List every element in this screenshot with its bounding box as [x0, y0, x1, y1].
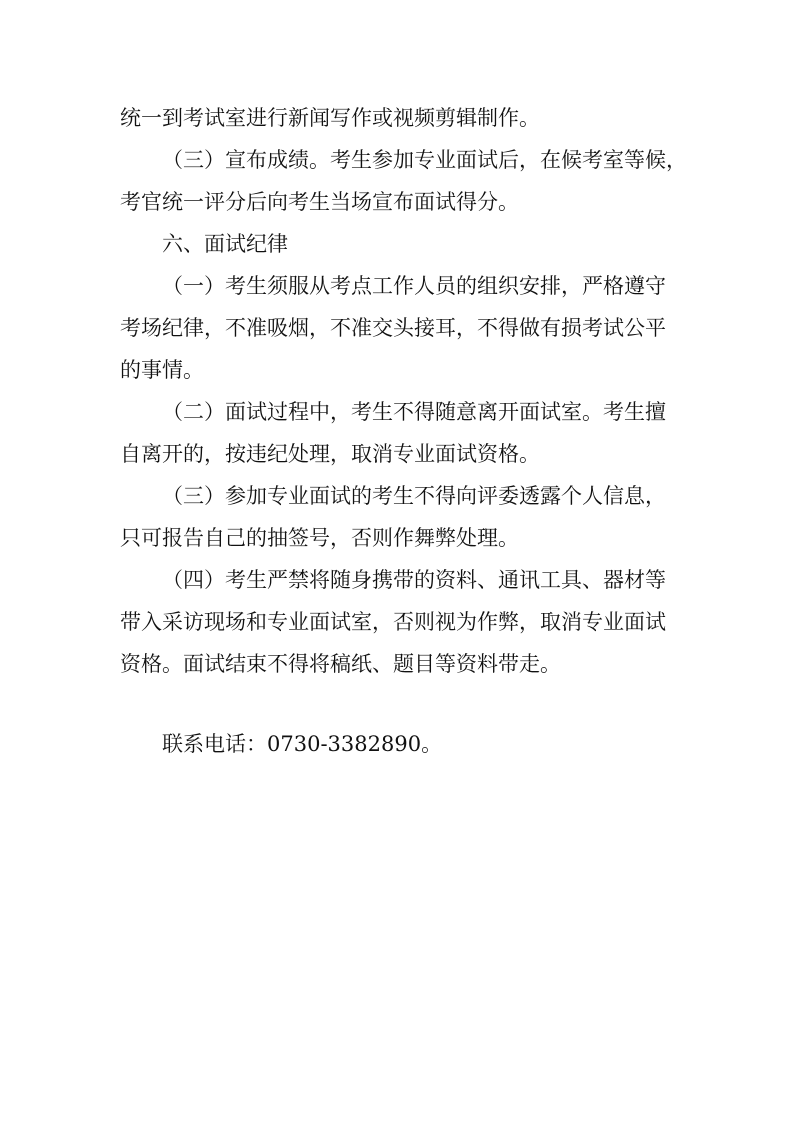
paragraph-line: （三）参加专业面试的考生不得向评委透露个人信息，	[162, 484, 666, 508]
contact-phone: 联系电话：0730-3382890。	[162, 732, 443, 756]
paragraph-line: 资格。面试结束不得将稿纸、题目等资料带走。	[120, 652, 561, 676]
paragraph-line: 统一到考试室进行新闻写作或视频剪辑制作。	[120, 106, 540, 130]
paragraph-line: 考官统一评分后向考生当场宣布面试得分。	[120, 190, 519, 214]
paragraph-line: 自离开的，按违纪处理，取消专业面试资格。	[120, 442, 540, 466]
paragraph-line: 带入采访现场和专业面试室，否则视为作弊，取消专业面试	[120, 610, 666, 634]
section-heading: 六、面试纪律	[162, 232, 288, 256]
paragraph-line: 的事情。	[120, 358, 204, 382]
paragraph-line: 考场纪律，不准吸烟，不准交头接耳，不得做有损考试公平	[120, 316, 666, 340]
paragraph-line: （四）考生严禁将随身携带的资料、通讯工具、器材等	[162, 568, 666, 592]
paragraph-line: （三）宣布成绩。考生参加专业面试后，在候考室等候，	[162, 148, 687, 172]
paragraph-line: 只可报告自己的抽签号，否则作舞弊处理。	[120, 526, 519, 550]
paragraph-line: （二）面试过程中，考生不得随意离开面试室。考生擅	[162, 400, 666, 424]
paragraph-line: （一）考生须服从考点工作人员的组织安排，严格遵守	[162, 274, 666, 298]
